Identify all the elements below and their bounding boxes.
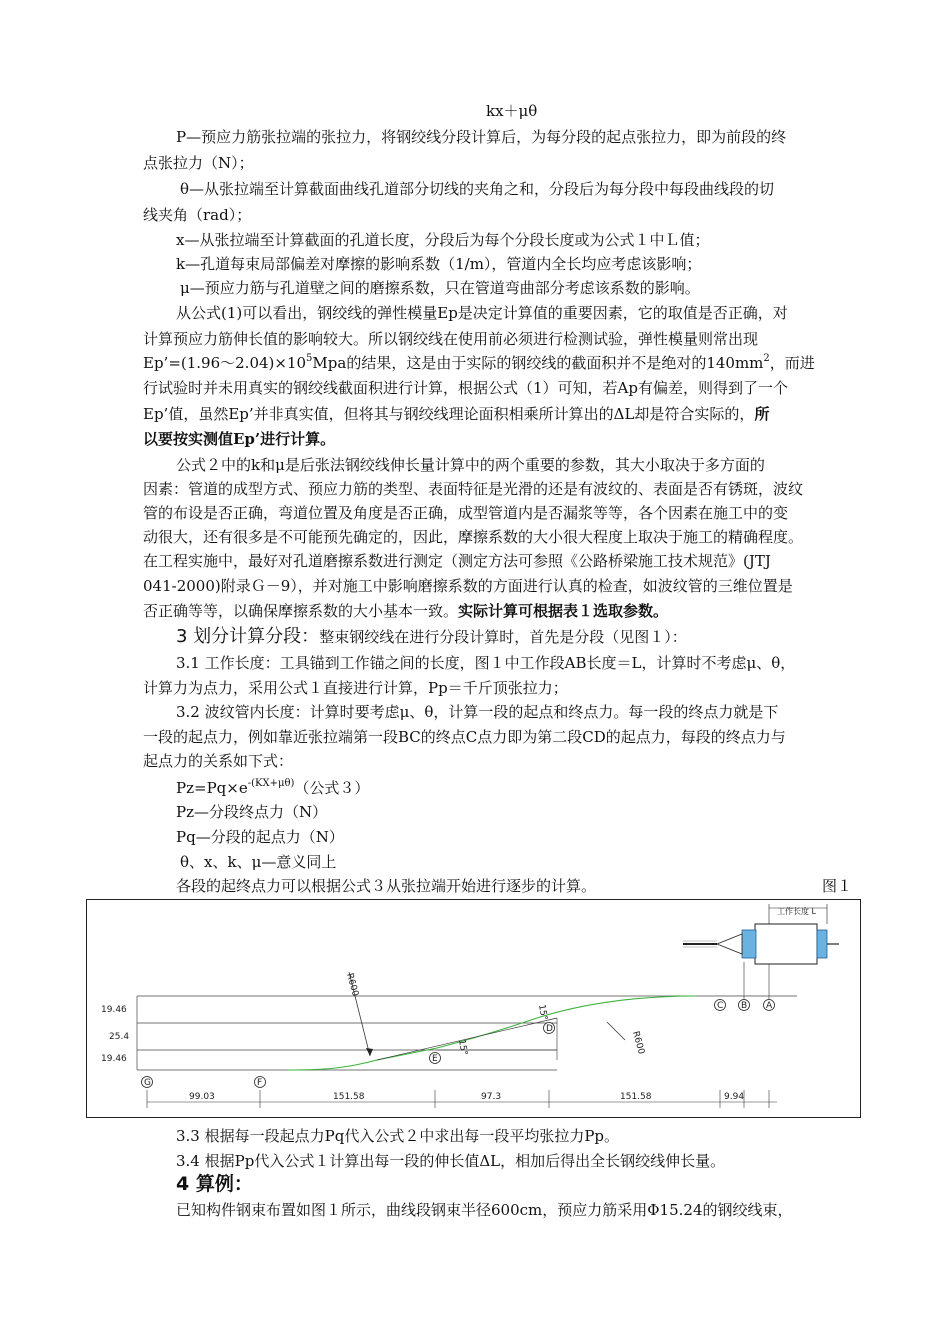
work-length-label: 工作长度 L	[777, 907, 816, 916]
para1-line5	[143, 404, 769, 424]
jack-cone	[717, 934, 742, 954]
section3-heading-rest: 整束钢绞线在进行分段计算时，首先是分段（见图１）：	[319, 628, 687, 646]
height-label-3: 19.46	[101, 1054, 127, 1064]
radius-label-2: R600	[630, 1030, 646, 1056]
para1-line3	[143, 353, 815, 376]
s31-line1: 3.1 工作长度：工具锚到工作锚之间的长度，图１中工作段AB长度＝L，计算时不考虑μ、θ，	[176, 654, 796, 672]
s33-line: 3.3 根据每一段起点力Pq代入公式２中求出每一段平均张拉力Pp。	[176, 1127, 620, 1145]
section4-heading: 4 算例：	[176, 1173, 253, 1195]
para1-line5-b: 所	[754, 405, 770, 423]
jack-assembly	[683, 904, 839, 964]
def-mu-line: μ—预应力筋与孔道壁之间的磨擦系数，只在管道弯曲部分考虑该系数的影响。	[180, 279, 700, 297]
point-label-g: G	[144, 1078, 151, 1088]
dim-label-1: 99.03	[189, 1092, 215, 1102]
point-label-c: C	[717, 1001, 724, 1011]
dim-label-2: 151.58	[333, 1092, 365, 1102]
radius-arrow-1	[366, 1048, 373, 1056]
formula-3-sup: -(KX+μθ)	[247, 778, 295, 789]
s32-line1: 3.2 波纹管内长度：计算时要考虑μ、θ，计算一段的起点和终点力。每一段的终点力就是下	[176, 703, 779, 721]
def-p-line2: 点张拉力（N）；	[143, 154, 254, 172]
radius-leader-2	[607, 1022, 625, 1040]
para2-line5: 在工程实施中，最好对孔道磨擦系数进行测定（测定方法可参照《公路桥梁施工技术规范》(JTJ	[143, 552, 771, 570]
dim-ticks	[147, 1090, 769, 1108]
s32-line2: 一段的起点力，例如靠近张拉端第一段BC的终点C点力即为第二段CD的起点力，每段的终点力与	[143, 728, 786, 746]
para1-line3-sup2: 2	[763, 353, 770, 364]
s31-line2: 计算力为点力，采用公式１直接进行计算，Pp＝千斤顶张拉力；	[143, 679, 568, 697]
point-label-e: E	[432, 1054, 438, 1064]
formula-3-a: Pz=Pq×e	[176, 779, 248, 797]
s34-line: 3.4 根据Pp代入公式１计算出每一段的伸长值ΔL，相加后得出全长钢绞线伸长量。	[176, 1152, 726, 1170]
angle-label-1: 15°	[536, 1003, 549, 1022]
dim-label-3: 97.3	[481, 1092, 502, 1102]
def-x-line: x—从张拉端至计算截面的孔道长度，分段后为每个分段长度或为公式１中Ｌ值；	[176, 231, 710, 249]
para2-line7-a: 否正确等等，以确保摩擦系数的大小基本一致。	[143, 602, 459, 620]
height-label-1: 19.46	[101, 1005, 127, 1015]
formula-3	[176, 778, 369, 801]
para2-line6: 041-2000)附录Ｇ－9），并对施工中影响磨擦系数的方面进行认真的检查，如波纹管的三维位置是	[143, 577, 793, 595]
para1-line3-c: ，而进	[769, 354, 815, 372]
point-label-d: D	[546, 1024, 553, 1034]
point-label-a: A	[766, 1001, 773, 1011]
jack-body	[755, 924, 817, 964]
point-label-b: B	[741, 1001, 748, 1011]
radius-label-1: R600	[344, 972, 360, 998]
para1-line3-a: Ep’=(1.96～2.04)×10	[143, 354, 307, 372]
dim-label-4: 151.58	[620, 1092, 652, 1102]
para2-line2: 因素：管道的成型方式、预应力筋的类型、表面特征是光滑的还是有波纹的、表面是否有锈斑，波纹	[143, 480, 804, 498]
tendon-diagram	[87, 900, 862, 1119]
para2-line1: 公式２中的k和μ是后张法钢绞线伸长量计算中的两个重要的参数，其大小取决于多方面的	[176, 456, 765, 474]
height-label-2: 25.4	[109, 1032, 130, 1042]
section3-heading-line	[176, 627, 687, 647]
formula-3-b: （公式３）	[294, 779, 370, 797]
para2-line3: 管的布设是否正确，弯道位置及角度是否正确，成型管道内是否漏浆等等，各个因素在施工中的变	[143, 504, 789, 522]
jack-anchor-right	[817, 930, 827, 958]
angle-label-2: 15°	[456, 1038, 469, 1057]
section3-heading: 3 划分计算分段：	[176, 626, 320, 647]
formula-fragment: kx＋μθ	[486, 102, 538, 120]
para1-line3-sup: 5	[306, 353, 313, 364]
point-label-f: F	[257, 1078, 263, 1088]
para2-line7	[143, 601, 668, 621]
para1-line5-a: Ep’值，虽然Ep’并非真实值，但将其与钢绞线理论面积相乘所计算出的ΔL却是符合实际的，	[143, 405, 755, 423]
jack-anchor-left	[742, 930, 756, 958]
para1-line4: 行试验时并未用真实的钢绞线截面积进行计算，根据公式（1）可知，若Ap有偏差，则得到了一个	[143, 379, 788, 397]
def-k-line: k—孔道每束局部偏差对摩擦的影响系数（1/m），管道内全长均应考虑该影响；	[176, 255, 702, 273]
def-theta-line1: θ—从张拉端至计算截面曲线孔道部分切线的夹角之和，分段后为每分段中每段曲线段的切	[180, 180, 775, 198]
para1-line2: 计算预应力筋伸长值的影响较大。所以钢绞线在使用前必须进行检测试验，弹性模量则常出现	[143, 330, 759, 348]
para1-line6: 以要按实测值Ep’进行计算。	[143, 430, 336, 448]
def-p-line1: P—预应力筋张拉端的张拉力，将钢绞线分段计算后，为每分段的起点张拉力，即为前段的终	[176, 128, 787, 146]
symbol-def: θ、x、k、μ—意义同上	[180, 853, 337, 871]
para1-line1: 从公式(1)可以看出，钢绞线的弹性模量Ep是决定计算值的重要因素，它的取值是否正确，对	[176, 304, 788, 322]
para2-line7-b: 实际计算可根据表１选取参数。	[458, 602, 669, 620]
step-calc-line: 各段的起终点力可以根据公式３从张拉端开始进行逐步的计算。	[176, 877, 597, 895]
dim-label-5: 9.94	[724, 1092, 745, 1102]
para1-line3-b: Mpa的结果，这是由于实际的钢绞线的截面积并不是绝对的140mm	[312, 354, 764, 372]
para2-line4: 动很大，还有很多是不可能预先确定的，因此，摩擦系数的大小很大程度上取决于施工的精确程度。	[143, 528, 804, 546]
pq-def: Pq—分段的起点力（N）	[176, 828, 344, 846]
figure-label: 图１	[822, 877, 853, 895]
pz-def: Pz—分段终点力（N）	[176, 803, 328, 821]
figure-1	[86, 899, 861, 1118]
section4-line1: 已知构件钢束布置如图１所示，曲线段钢束半径600cm，预应力筋采用Φ15.24的钢绞线束，	[176, 1201, 793, 1219]
def-theta-line2: 线夹角（rad）；	[143, 206, 252, 224]
s32-line3: 起点力的关系如下式：	[143, 752, 294, 770]
